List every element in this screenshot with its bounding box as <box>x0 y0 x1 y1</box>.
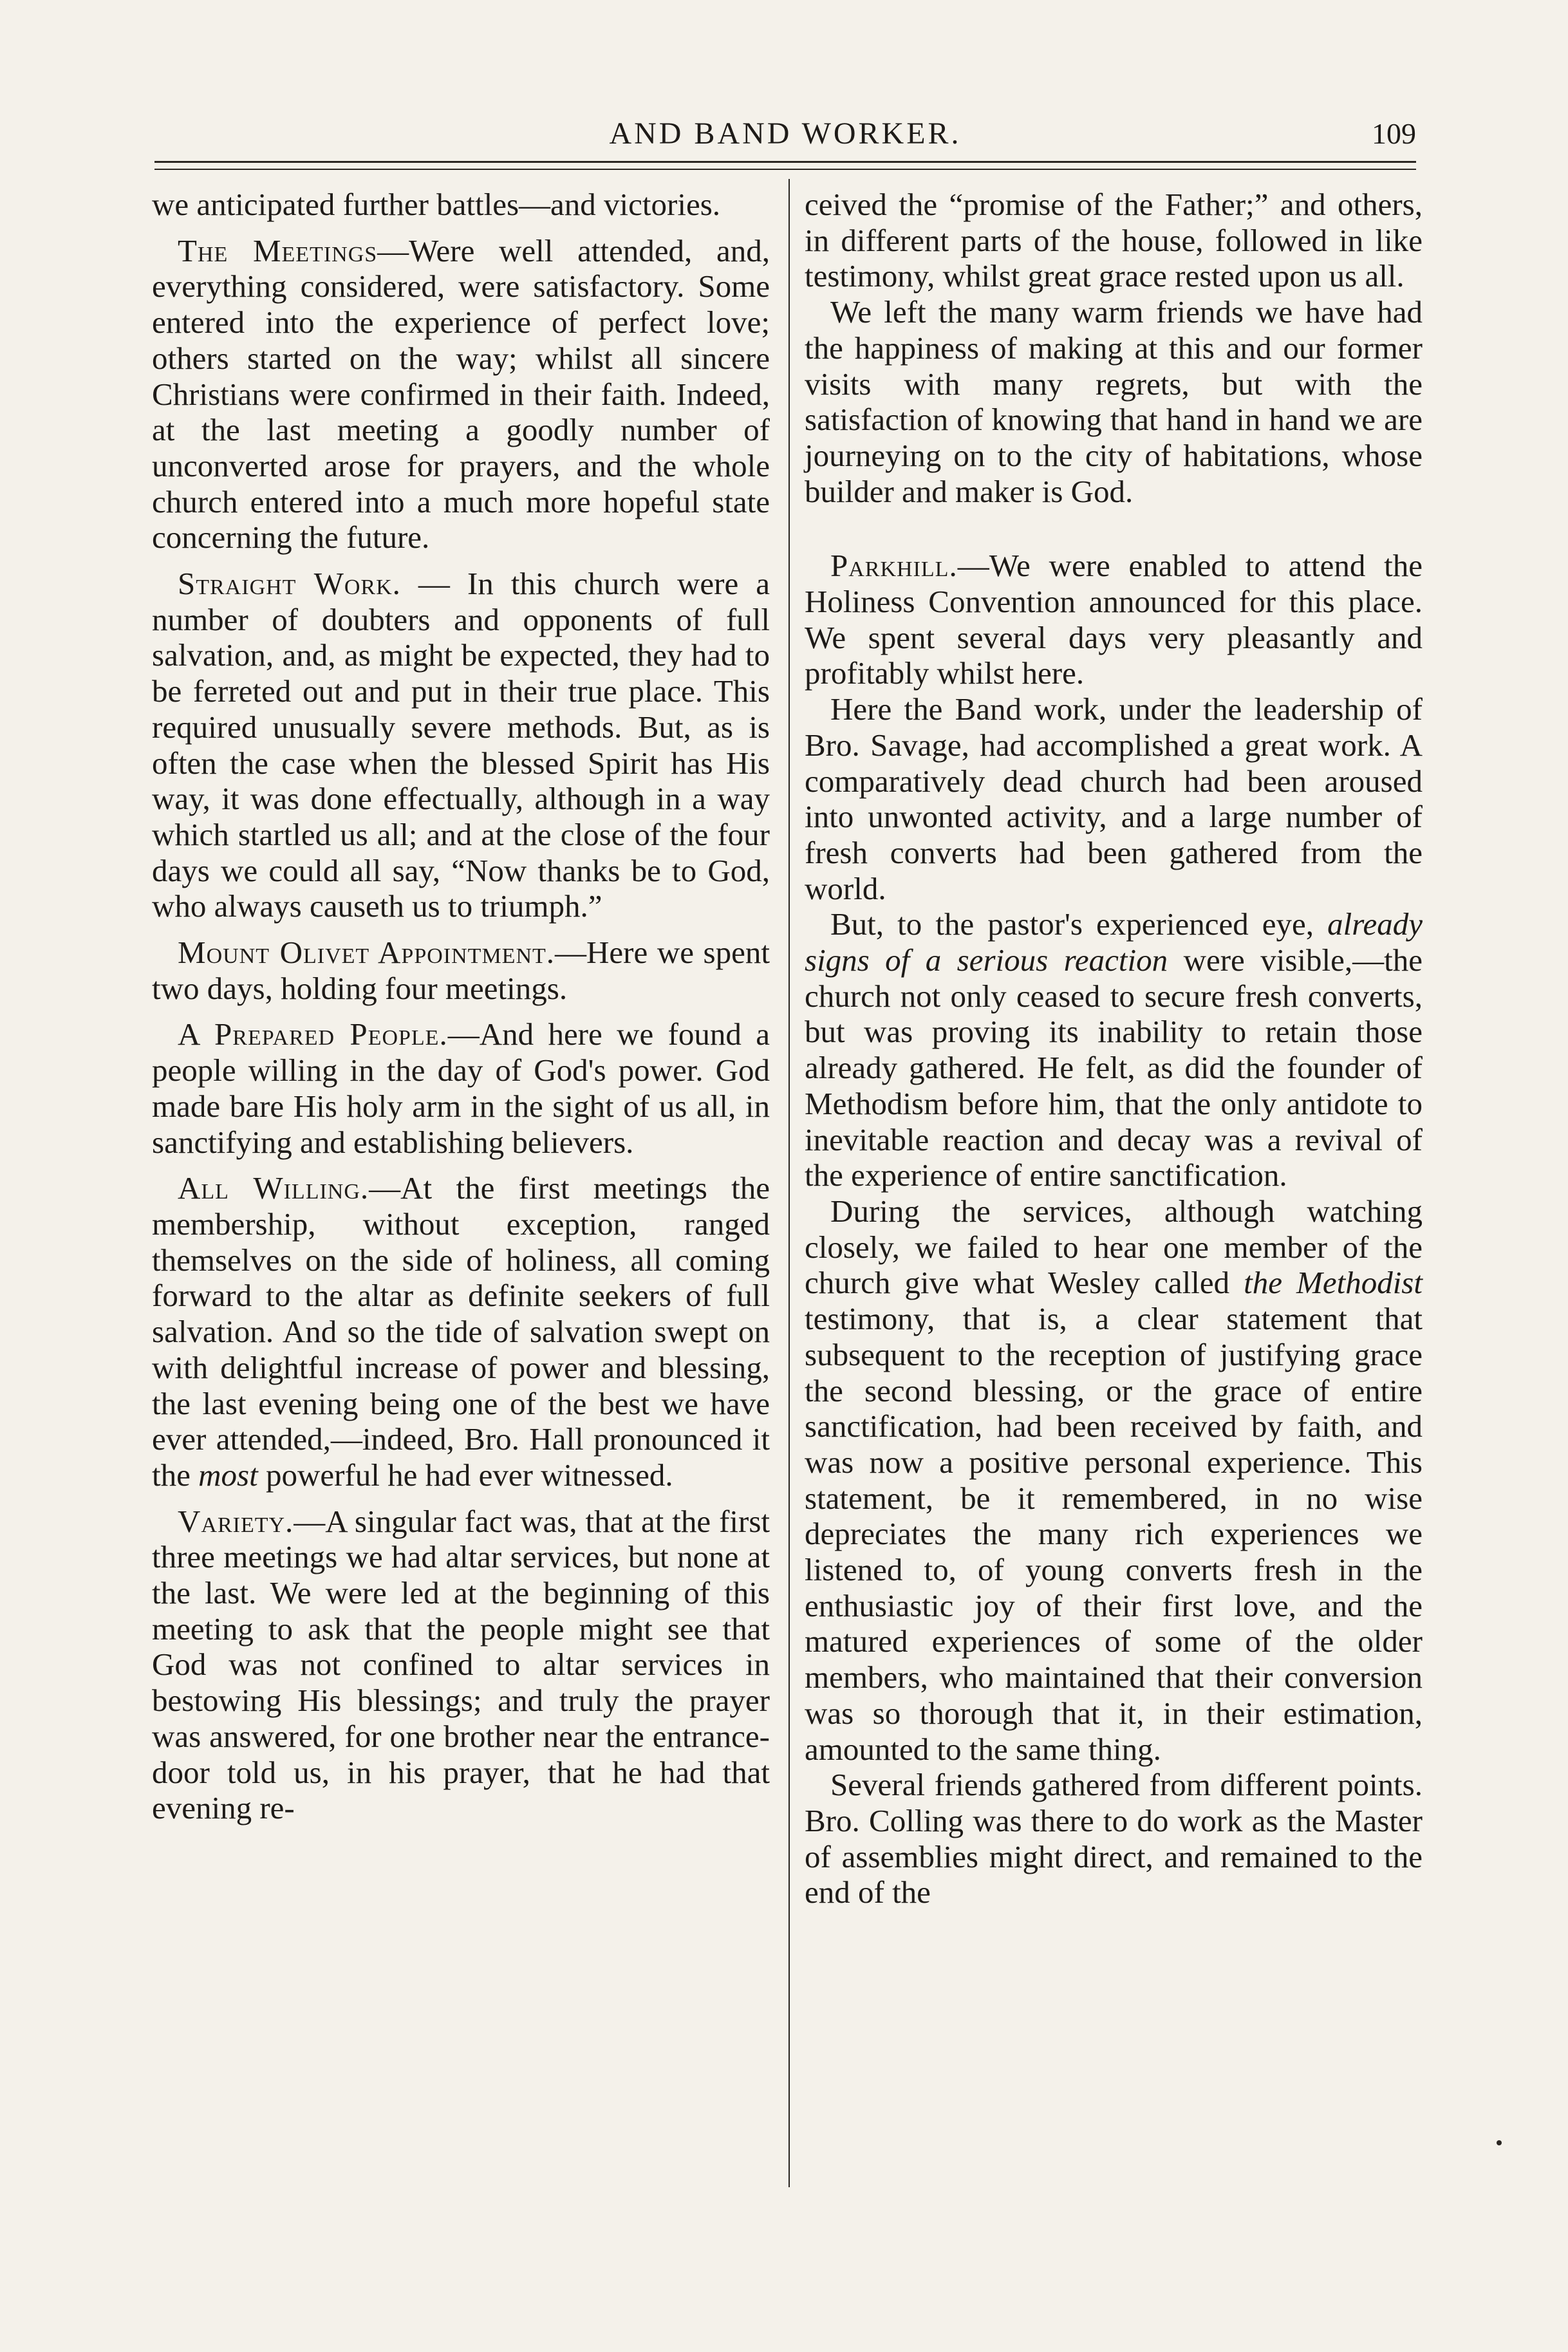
section-heading: The Meetings <box>178 232 378 268</box>
page-number: 109 <box>1372 117 1416 150</box>
section-heading: Variety. <box>178 1503 294 1539</box>
paragraph: We left the many warm friends we have had the happiness of making at this and our former visits with many regrets, but with the satisfaction of knowing that hand in hand we are journeying on to the city of habitations, whose builder and maker is God. <box>805 294 1423 509</box>
paragraph: Several friends gathered from different points. Bro. Colling was there to do work as the Master of assemblies might direct, and remained to the end of the <box>805 1767 1423 1910</box>
paragraph: But, to the pastor's experienced eye, already signs of a serious reaction were visible,—the church not only ceased to secure fresh converts, but was proving its inability to retain those already gathered. He felt, as did the founder of Methodism before him, that the only antidote to inevitable reaction and decay was a revival of the experience of entire sanctification. <box>805 906 1423 1193</box>
right-column <box>805 187 1423 1910</box>
paragraph-variety: Variety.—A singular fact was, that at the first three meetings we had altar services, but none at the last. We were led at the beginning of this meeting to ask that the people might see that God was not confined to altar services in bestowing His blessings; and truly the prayer was answered, for one brother near the entrance-door told us, in his prayer, that he had that evening re- <box>152 1503 770 1826</box>
section-heading: Parkhill. <box>830 548 958 584</box>
paragraph: During the services, although watching closely, we failed to hear one member of the church give what Wesley called the Methodist testimony, that is, a clear statement that subsequent to the reception of justifying grace the second blessing, or the grace of entire sanctification, had been received by faith, and was now a positive personal experience. This statement, be it remembered, in no wise depreciates the many rich experiences we listened to, of young converts fresh in the enthusiastic joy of their first love, and the matured experiences of some of the older members, who maintained that their conversion was so thorough that it, in their estimation, amounted to the same thing. <box>805 1193 1423 1767</box>
section-heading: All Willing. <box>178 1170 369 1206</box>
paragraph-straight-work: Straight Work. — In this church were a number of doubters and opponents of full salvation, and, as might be expected, they had to be ferreted out and put in their true place. This required unusually severe methods. But, as is often the case when the blessed Spirit has His way, it was done effectually, although in a way which startled us all; and at the close of the four days we could all say, “Now thanks be to God, who always causeth us to triumph.” <box>152 566 770 924</box>
paragraph-all-willing: All Willing.—At the first meetings the membership, without exception, ranged themselves on the side of holiness, all coming forward to the altar as definite seekers of full salvation. And so the tide of salvation swept on with delightful increase of power and blessing, the last evening being one of the best we have ever attended,—indeed, Bro. Hall pronounced it the most powerful he had ever witnessed. <box>152 1170 770 1493</box>
paragraph-prepared-people: A Prepared People.—And here we found a people willing in the day of God's power. God made bare His holy arm in the sight of us all, in sanctifying and establishing believers. <box>152 1016 770 1160</box>
column-divider <box>789 179 790 2187</box>
ink-mark <box>1497 2140 1502 2145</box>
left-column <box>152 187 770 1826</box>
running-title: AND BAND WORKER. <box>609 117 962 151</box>
paragraph-meetings: The Meetings—Were well attended, and, everything considered, were satisfactory. Some entered into the experience of perfect love; others started on the way; whilst all sincere Christians were confirmed in their faith. Indeed, at the last meeting a goodly number of unconverted arose for prayers, and the whole church entered into a much more hopeful state concerning the future. <box>152 232 770 555</box>
paragraph: we anticipated further battles—and victories. <box>152 187 721 222</box>
paragraph-parkhill: Parkhill.—We were enabled to attend the Holiness Convention announced for this place. We spent several days very pleasantly and profitably whilst here. <box>805 548 1423 691</box>
section-heading: Mount Olivet Appointment. <box>178 935 555 971</box>
section-heading: Straight Work. <box>178 566 401 602</box>
paragraph-mount-olivet: Mount Olivet Appointment.—Here we spent two days, holding four meetings. <box>152 935 770 1006</box>
running-header <box>154 115 1416 153</box>
header-rule <box>154 161 1416 163</box>
header-rule-secondary <box>154 169 1416 170</box>
section-heading: A Prepared People. <box>178 1016 448 1052</box>
paragraph: ceived the “promise of the Father;” and others, in different parts of the house, followed in like testimony, whilst great grace rested upon us all. <box>805 187 1423 294</box>
paragraph: Here the Band work, under the leadership of Bro. Savage, had accomplished a great work. A comparatively dead church had been aroused into unwonted activity, and a large number of fresh converts had been gathered from the world. <box>805 691 1423 906</box>
